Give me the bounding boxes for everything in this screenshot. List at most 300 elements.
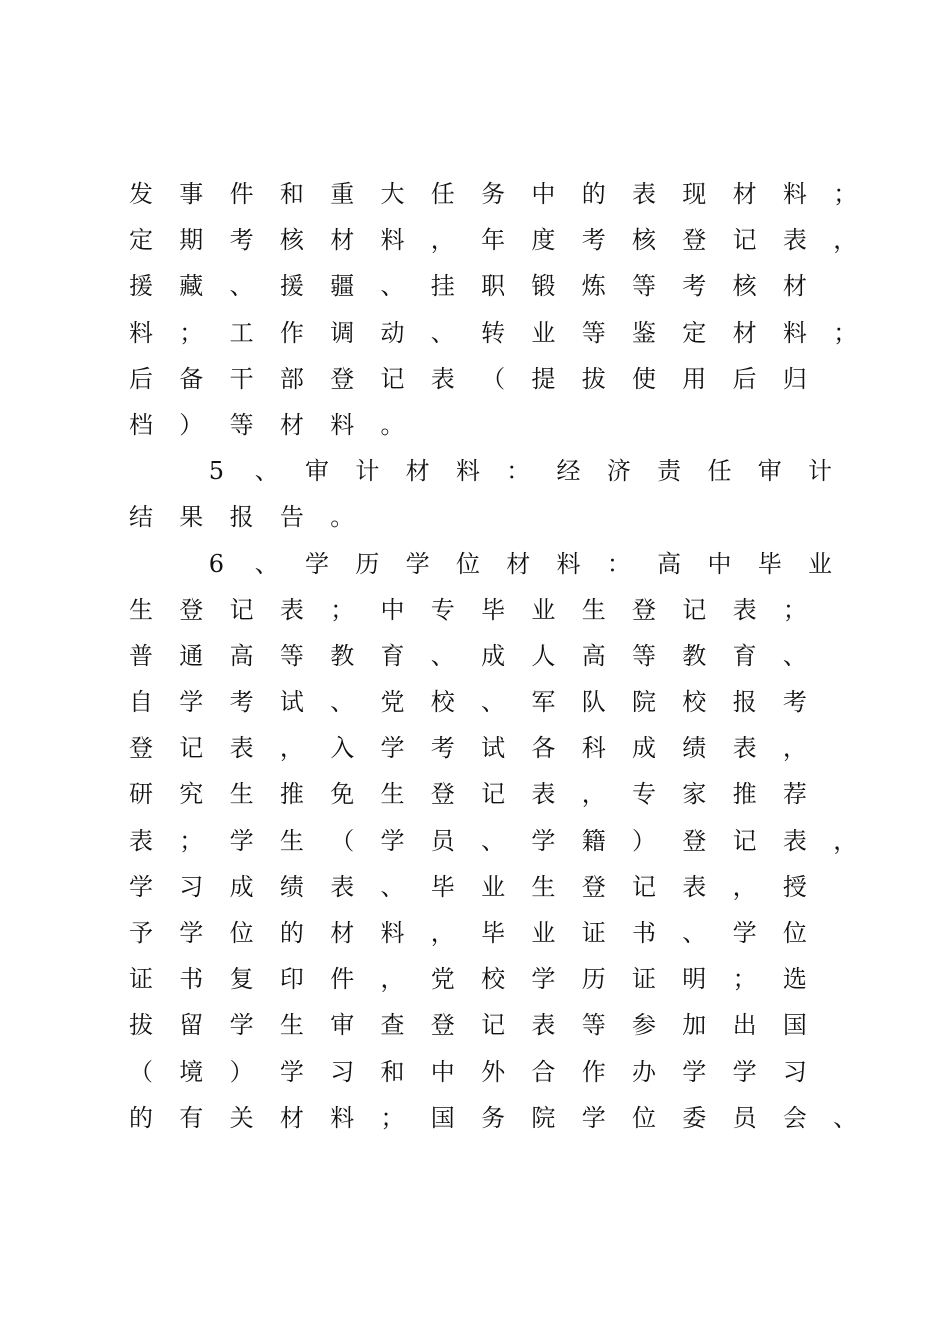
text-char: 年 — [481, 226, 506, 255]
text-char: 毕 — [430, 872, 455, 901]
text-char: 登 — [682, 826, 707, 855]
text-char: 锻 — [531, 272, 556, 301]
text-char: 免 — [330, 780, 355, 809]
text-char: 委 — [682, 1103, 707, 1132]
text-char: 国 — [782, 1011, 807, 1040]
text-char: 校 — [682, 688, 707, 717]
text-char: 出 — [732, 1011, 757, 1040]
text-char: 党 — [380, 688, 405, 717]
text-char: 明 — [682, 965, 707, 994]
text-char: 5 — [208, 457, 225, 486]
text-char: 学 — [732, 1057, 757, 1086]
text-char: 加 — [682, 1011, 707, 1040]
text-char: 专 — [632, 780, 656, 809]
text-char: 专 — [430, 595, 455, 624]
text-char: 。 — [330, 503, 355, 532]
text-char: 任 — [430, 180, 455, 208]
text-char: ， — [430, 226, 455, 255]
text-char: （ — [129, 1057, 153, 1086]
text-char: 习 — [179, 872, 204, 901]
text-char: 料 — [556, 549, 581, 578]
text-char: 务 — [481, 180, 506, 208]
text-char: 记 — [732, 226, 757, 255]
text-char: 料 — [782, 318, 807, 347]
text-char: 材 — [732, 180, 757, 208]
text-char: 登 — [430, 1011, 455, 1040]
text-char: 学 — [581, 1103, 606, 1132]
text-char: 、 — [430, 318, 455, 347]
text-char: 业 — [531, 919, 556, 947]
text-char: 等 — [632, 272, 656, 301]
text-char: ， — [279, 734, 304, 763]
text-char: 计 — [355, 457, 380, 486]
text-char: 记 — [481, 1011, 506, 1040]
text-char: 生 — [581, 595, 606, 624]
text-char: 登 — [330, 364, 355, 393]
text-char: 学 — [380, 826, 405, 855]
text-char: 6 — [208, 549, 225, 578]
text-char: 位 — [455, 549, 480, 578]
text-char: 毕 — [481, 595, 506, 624]
text-char: 登 — [581, 872, 606, 901]
text-char: 考 — [581, 226, 606, 255]
text-char: 党 — [430, 965, 455, 994]
text-char: 疆 — [330, 272, 355, 301]
text-char: 登 — [430, 780, 455, 809]
text-char: 国 — [430, 1103, 455, 1132]
text-char: 复 — [229, 965, 254, 994]
text-char: 家 — [682, 780, 707, 809]
text-line — [128, 633, 850, 679]
text-char: 告 — [279, 503, 304, 532]
text-char: 历 — [355, 549, 380, 578]
text-char: 记 — [229, 595, 254, 624]
text-char: 部 — [279, 364, 304, 393]
text-line — [128, 1049, 850, 1095]
text-char: 、 — [682, 919, 707, 947]
text-char: ； — [179, 826, 204, 855]
text-char: 炼 — [581, 272, 606, 301]
text-char: 荐 — [782, 780, 807, 809]
text-char: 的 — [581, 180, 606, 208]
text-char: ； — [833, 318, 858, 347]
text-char: 通 — [179, 641, 204, 670]
text-char: ； — [380, 1103, 405, 1132]
text-char: 、 — [330, 688, 355, 717]
text-char: 报 — [229, 503, 254, 532]
text-line — [128, 541, 850, 587]
text-char: 队 — [581, 688, 606, 717]
text-char: 科 — [581, 734, 606, 763]
text-char: 印 — [279, 965, 304, 994]
text-char: 考 — [229, 688, 254, 717]
text-char: 位 — [782, 919, 807, 947]
text-char: 登 — [632, 595, 656, 624]
text-char: ： — [506, 457, 531, 486]
text-char: 生 — [129, 595, 153, 624]
text-char: 学 — [531, 826, 556, 855]
text-char: 生 — [279, 1011, 304, 1040]
body-text — [128, 171, 858, 1141]
text-char: ， — [380, 965, 405, 994]
text-char: ， — [833, 826, 858, 855]
text-char: 记 — [179, 734, 204, 763]
text-char: 后 — [732, 364, 757, 393]
text-char: 学 — [682, 1057, 707, 1086]
text-char: 济 — [606, 457, 631, 486]
text-char: 审 — [330, 1011, 355, 1040]
text-char: 料 — [380, 226, 405, 255]
text-char: 、 — [380, 272, 405, 301]
text-char: 考 — [430, 734, 455, 763]
text-char: 表 — [531, 1011, 556, 1040]
text-char: ， — [430, 919, 455, 947]
text-char: 、 — [782, 641, 807, 670]
text-char: 学 — [380, 734, 405, 763]
text-char: 作 — [581, 1057, 606, 1086]
text-line — [128, 864, 850, 910]
text-char: 学 — [531, 965, 556, 994]
text-char: 学 — [732, 919, 757, 947]
text-char: 位 — [632, 1103, 656, 1132]
text-char: 材 — [732, 318, 757, 347]
text-char: 习 — [330, 1057, 355, 1086]
text-char: 记 — [682, 595, 707, 624]
text-char: 度 — [531, 226, 556, 255]
text-char: 调 — [330, 318, 355, 347]
text-char: ， — [732, 872, 757, 901]
text-char: 挂 — [430, 272, 455, 301]
text-char: 表 — [129, 826, 153, 855]
text-char: 记 — [380, 364, 405, 393]
text-char: 定 — [682, 318, 707, 347]
text-char: 审 — [757, 457, 782, 486]
text-line — [128, 679, 850, 725]
text-char: 研 — [129, 780, 153, 809]
text-char: 办 — [632, 1057, 656, 1086]
text-char: 绩 — [279, 872, 304, 901]
text-char: 拔 — [129, 1011, 153, 1040]
text-char: 作 — [279, 318, 304, 347]
text-char: 藏 — [179, 272, 204, 301]
text-char: 学 — [229, 1011, 254, 1040]
text-char: 考 — [782, 688, 807, 717]
text-char: 等 — [581, 318, 606, 347]
text-char: 试 — [279, 688, 304, 717]
text-char: 业 — [531, 318, 556, 347]
text-char: 大 — [380, 180, 405, 208]
text-char: 位 — [229, 919, 254, 947]
text-char: 材 — [405, 457, 430, 486]
text-char: 生 — [279, 826, 304, 855]
text-char: 和 — [380, 1057, 405, 1086]
text-char: 。 — [380, 410, 405, 439]
text-char: 外 — [481, 1057, 506, 1086]
text-char: 材 — [330, 919, 355, 947]
text-char: ） — [632, 826, 656, 855]
text-char: 、 — [430, 641, 455, 670]
text-char: 发 — [129, 180, 153, 208]
text-char: 证 — [632, 965, 656, 994]
text-char: ； — [330, 595, 355, 624]
text-char: 证 — [581, 919, 606, 947]
text-char: 业 — [481, 872, 506, 901]
text-char: ， — [581, 780, 606, 809]
text-char: 的 — [129, 1103, 153, 1132]
text-char: 提 — [531, 364, 556, 393]
text-char: 现 — [682, 180, 707, 208]
text-line — [128, 910, 850, 956]
text-char: 书 — [632, 919, 656, 947]
text-char: 件 — [330, 965, 355, 994]
text-char: 育 — [380, 641, 405, 670]
text-char: 、 — [254, 457, 279, 486]
text-line — [128, 587, 850, 633]
text-char: 绩 — [682, 734, 707, 763]
text-char: 表 — [330, 872, 355, 901]
text-line — [128, 1095, 858, 1141]
text-char: 登 — [179, 595, 204, 624]
text-char: 试 — [481, 734, 506, 763]
text-char: 表 — [732, 595, 757, 624]
text-char: 院 — [632, 688, 656, 717]
text-char: 归 — [782, 364, 807, 393]
text-char: 生 — [531, 872, 556, 901]
text-char: 干 — [229, 364, 254, 393]
text-line — [128, 494, 850, 540]
text-char: ； — [833, 180, 858, 208]
text-char: 自 — [129, 688, 153, 717]
text-char: 料 — [330, 1103, 355, 1132]
text-line — [128, 725, 850, 771]
text-char: 使 — [632, 364, 656, 393]
text-char: 登 — [682, 226, 707, 255]
text-char: 高 — [229, 641, 254, 670]
text-char: 中 — [380, 595, 405, 624]
text-char: 中 — [707, 549, 732, 578]
text-line — [128, 217, 858, 263]
text-char: 档 — [129, 410, 153, 439]
text-char: 事 — [179, 180, 204, 208]
text-char: 人 — [531, 641, 556, 670]
text-char: 表 — [782, 826, 807, 855]
text-line — [128, 448, 850, 494]
text-char: 成 — [229, 872, 254, 901]
text-char: 核 — [732, 272, 757, 301]
text-char: ； — [179, 318, 204, 347]
text-char: 院 — [531, 1103, 556, 1132]
text-char: 料 — [782, 180, 807, 208]
text-char: 件 — [229, 180, 254, 208]
text-char: 学 — [229, 826, 254, 855]
text-char: 任 — [707, 457, 732, 486]
text-char: 、 — [833, 1103, 858, 1132]
text-char: 授 — [782, 872, 807, 901]
text-char: 结 — [129, 503, 153, 532]
text-char: 成 — [481, 641, 506, 670]
text-char: 考 — [682, 272, 707, 301]
text-char: 有 — [179, 1103, 204, 1132]
text-char: 、 — [380, 872, 405, 901]
text-char: 料 — [330, 410, 355, 439]
text-char: 表 — [782, 226, 807, 255]
text-char: 后 — [129, 364, 153, 393]
text-char: 、 — [254, 549, 279, 578]
text-char: 料 — [455, 457, 480, 486]
text-char: 高 — [581, 641, 606, 670]
text-char: 会 — [782, 1103, 807, 1132]
text-char: 记 — [632, 872, 656, 901]
text-char: 高 — [657, 549, 682, 578]
text-char: 留 — [179, 1011, 204, 1040]
text-char: 核 — [632, 226, 656, 255]
text-char: 材 — [330, 226, 355, 255]
text-line — [128, 310, 858, 356]
text-char: 学 — [305, 549, 330, 578]
text-char: 表 — [229, 734, 254, 763]
text-char: 表 — [682, 872, 707, 901]
text-char: 参 — [632, 1011, 656, 1040]
text-char: 选 — [782, 965, 807, 994]
text-char: 、 — [481, 688, 506, 717]
text-char: 果 — [179, 503, 204, 532]
text-char: 表 — [430, 364, 455, 393]
text-char: 业 — [808, 549, 833, 578]
text-char: 籍 — [581, 826, 606, 855]
text-char: 成 — [632, 734, 656, 763]
text-char: 登 — [129, 734, 153, 763]
text-char: 境 — [179, 1057, 204, 1086]
text-char: ） — [229, 1057, 254, 1086]
text-char: 备 — [179, 364, 204, 393]
text-char: 毕 — [481, 919, 506, 947]
text-char: 拔 — [581, 364, 606, 393]
text-char: 学 — [179, 688, 204, 717]
text-char: 用 — [682, 364, 707, 393]
text-char: 业 — [531, 595, 556, 624]
text-char: 各 — [531, 734, 556, 763]
text-char: 关 — [229, 1103, 254, 1132]
text-char: 等 — [229, 410, 254, 439]
text-char: ； — [732, 965, 757, 994]
text-char: 入 — [330, 734, 355, 763]
text-char: 材 — [279, 1103, 304, 1132]
text-char: 重 — [330, 180, 355, 208]
text-char: 表 — [531, 780, 556, 809]
text-char: 员 — [732, 1103, 757, 1132]
text-char: 查 — [380, 1011, 405, 1040]
text-char: 究 — [179, 780, 204, 809]
text-char: 学 — [179, 919, 204, 947]
text-char: 等 — [632, 641, 656, 670]
text-char: 、 — [229, 272, 254, 301]
text-char: 等 — [581, 1011, 606, 1040]
text-char: 生 — [380, 780, 405, 809]
text-char: 职 — [481, 272, 506, 301]
text-char: 和 — [279, 180, 304, 208]
text-char: 转 — [481, 318, 506, 347]
text-char: 军 — [531, 688, 556, 717]
text-char: 工 — [229, 318, 254, 347]
text-char: 责 — [657, 457, 682, 486]
text-line — [128, 771, 850, 817]
text-char: 教 — [682, 641, 707, 670]
text-char: 校 — [430, 688, 455, 717]
text-char: 核 — [279, 226, 304, 255]
text-char: 推 — [279, 780, 304, 809]
text-char: 学 — [129, 872, 153, 901]
text-char: 计 — [808, 457, 833, 486]
text-char: 中 — [531, 180, 556, 208]
text-char: 报 — [732, 688, 757, 717]
text-char: 证 — [129, 965, 153, 994]
text-char: 考 — [229, 226, 254, 255]
text-char: 务 — [481, 1103, 506, 1132]
text-char: 鉴 — [632, 318, 656, 347]
text-char: 料 — [129, 318, 153, 347]
text-line — [128, 956, 850, 1002]
text-char: 教 — [330, 641, 355, 670]
text-line — [128, 356, 850, 402]
text-char: （ — [330, 826, 355, 855]
text-char: 中 — [430, 1057, 455, 1086]
text-char: 员 — [430, 826, 455, 855]
text-char: 习 — [782, 1057, 807, 1086]
text-char: 材 — [782, 272, 807, 301]
text-line — [128, 171, 858, 217]
text-char: 材 — [279, 410, 304, 439]
text-char: 学 — [279, 1057, 304, 1086]
text-char: 动 — [380, 318, 405, 347]
text-char: 生 — [229, 780, 254, 809]
text-line — [128, 818, 858, 864]
text-char: 援 — [279, 272, 304, 301]
text-char: 材 — [506, 549, 531, 578]
text-char: 毕 — [757, 549, 782, 578]
text-char: 校 — [481, 965, 506, 994]
text-char: 记 — [481, 780, 506, 809]
text-char: 定 — [129, 226, 153, 255]
text-line — [128, 1002, 850, 1048]
text-char: ： — [606, 549, 631, 578]
text-line — [128, 263, 850, 309]
text-char: 期 — [179, 226, 204, 255]
text-char: （ — [481, 364, 506, 393]
text-char: ； — [782, 595, 807, 624]
text-char: 历 — [581, 965, 606, 994]
text-char: 援 — [129, 272, 153, 301]
text-char: 审 — [305, 457, 330, 486]
text-char: 等 — [279, 641, 304, 670]
text-char: ， — [782, 734, 807, 763]
text-char: 推 — [732, 780, 757, 809]
text-char: 表 — [632, 180, 656, 208]
text-char: 合 — [531, 1057, 556, 1086]
text-char: 普 — [129, 641, 153, 670]
text-char: 书 — [179, 965, 204, 994]
text-char: 记 — [732, 826, 757, 855]
text-char: 料 — [380, 919, 405, 947]
text-char: 、 — [481, 826, 506, 855]
text-char: 的 — [279, 919, 304, 947]
text-char: 经 — [556, 457, 581, 486]
text-char: 予 — [129, 919, 153, 947]
text-char: 学 — [405, 549, 430, 578]
text-char: 表 — [732, 734, 757, 763]
text-line — [128, 402, 850, 448]
text-char: 表 — [279, 595, 304, 624]
text-char: ， — [833, 226, 858, 255]
